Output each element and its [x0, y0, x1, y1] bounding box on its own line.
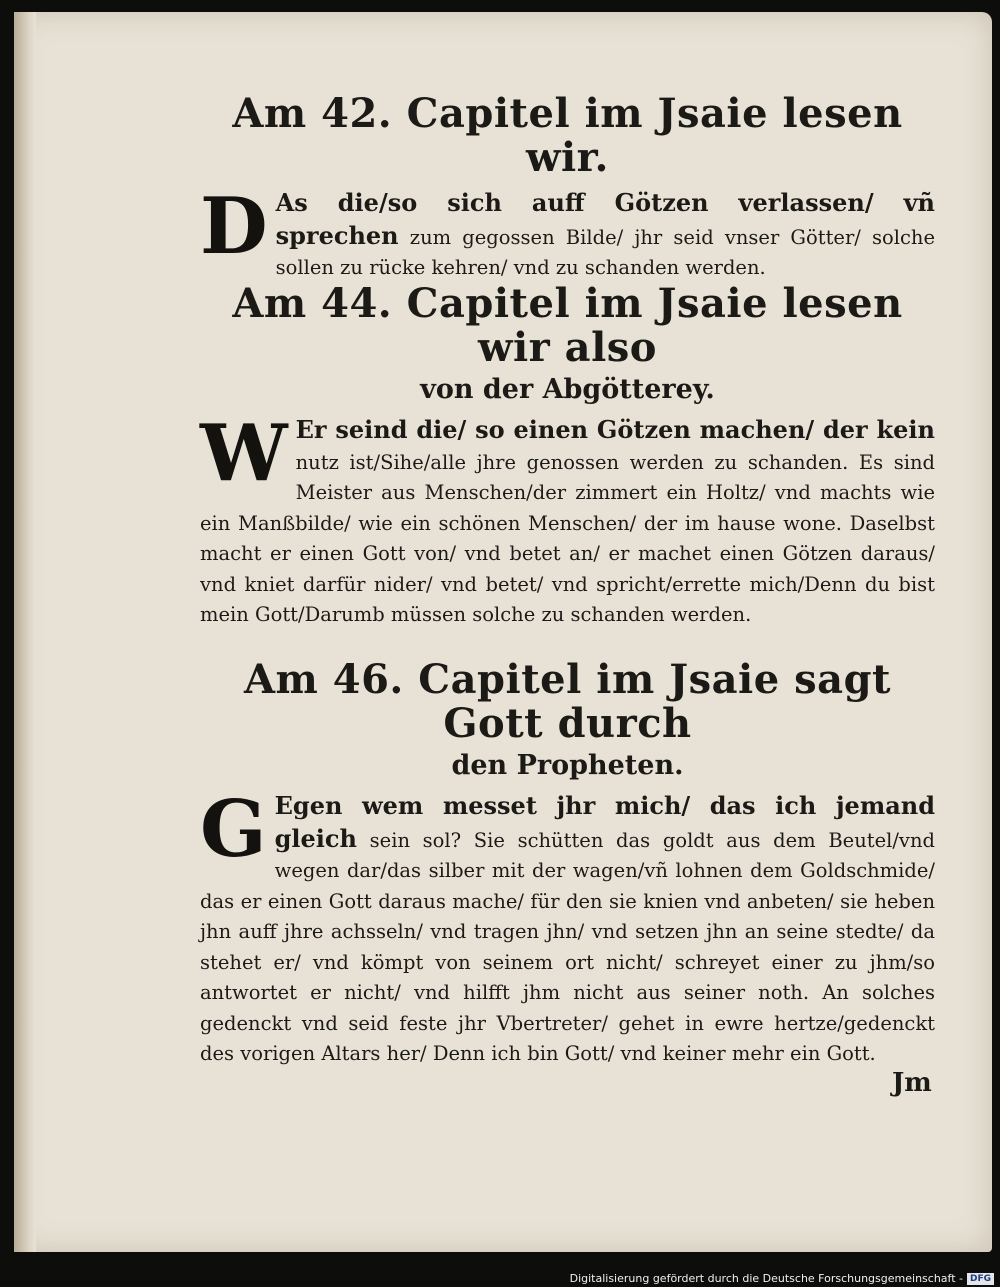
chapter-46-text: [200, 784, 935, 1070]
chapter-44-first-line: Er seind die/ so einen Götzen machen/ der kein: [295, 415, 935, 444]
footer-credit: [570, 1272, 994, 1285]
footer-text: Digitalisierung gefördert durch die Deutsche Forschungsgemeinschaft -: [569, 1272, 963, 1285]
chapter-44-heading: Am 44. Capitel im Jsaie lesen wir also: [232, 280, 903, 371]
chapter-46-subheading: den Propheten.: [451, 750, 684, 781]
section-chapter-44: [200, 282, 935, 631]
dropcap-letter: W: [200, 408, 288, 499]
chapter-44-subheading: von der Abgötterey.: [420, 374, 715, 405]
section-chapter-46: [200, 658, 935, 1070]
page-spine-shadow: [14, 12, 36, 1252]
chapter-42-paragraph: [200, 181, 935, 284]
chapter-46-paragraph: [200, 784, 935, 1070]
chapter-42-text: [200, 181, 935, 284]
chapter-42-first-line: As die/so sich auff Götzen verlassen/ vñ sprechen: [275, 188, 935, 250]
chapter-42-heading: Am 42. Capitel im Jsaie lesen wir.: [232, 90, 903, 181]
dropcap-letter: G: [200, 784, 267, 875]
chapter-42-body: zum gegossen Bilde/ jhr seid vnser Götter/ solche sollen zu rücke kehren/ vnd zu schanden werden.: [275, 225, 935, 279]
catchword: Jm: [892, 1068, 932, 1098]
chapter-46-body: sein sol? Sie schütten das goldt aus dem Beutel/vnd wegen dar/das silber mit der wagen/vñ lohnen dem Goldschmide/ das er einen Gott daraus mache/ für den sie knien vnd anbeten/ sie heben jhn auff jhre achsseln/ vnd tragen jhn/ vnd setzen jhn an seine stedte/ da stehet er/ vnd kömpt von seinem ort nicht/ schreyet einer zu jhm/so antwortet er nicht/ vnd hilfft jhm nicht aus seiner noth. An solches gedenckt vnd seid feste jhr Vbertreter/ gehet in ewre hertze/gedenckt des vorigen Altars her/ Denn ich bin Gott/ vnd keiner mehr ein Gott.: [200, 828, 935, 1065]
chapter-46-first-line: Egen wem messet jhr mich/ das ich jemand gleich: [274, 791, 935, 853]
chapter-44-paragraph: [200, 408, 935, 631]
dfg-logo-icon: DFG: [967, 1273, 994, 1285]
dropcap-letter: D: [200, 181, 268, 272]
chapter-44-text: [200, 408, 935, 631]
chapter-46-heading: Am 46. Capitel im Jsaie sagt Gott durch: [243, 656, 892, 747]
section-chapter-42: [200, 92, 935, 284]
chapter-44-body: nutz ist/Sihe/alle jhre genossen werden zu schanden. Es sind Meister aus Menschen/der zimmert ein Holtz/ vnd machts wie ein Manßbilde/ wie ein schönen Menschen/ der im hause wone. Daselbst macht er einen Gott von/ vnd betet an/ er machet einen Götzen daraus/ vnd kniet darfür nider/ vnd betet/ vnd spricht/errette mich/Denn du bist mein Gott/Darumb müssen solche zu schanden werden.: [200, 450, 935, 626]
